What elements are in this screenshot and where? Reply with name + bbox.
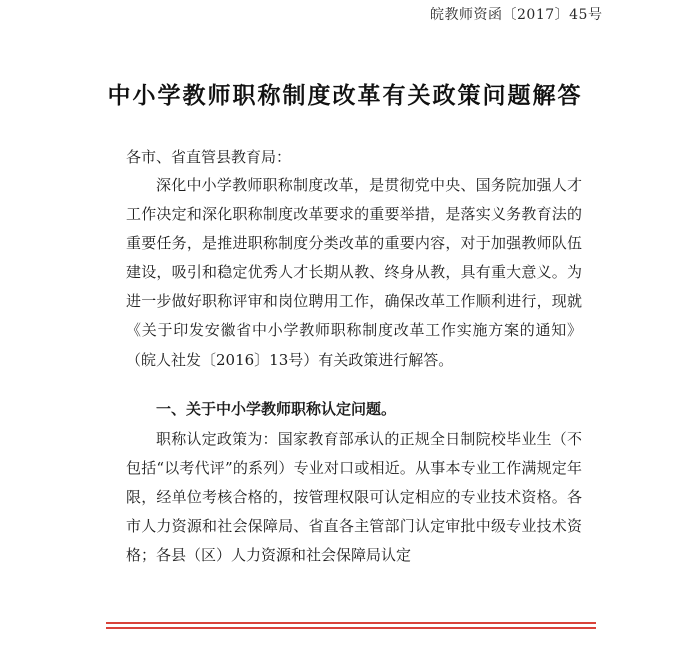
footer-rule-top xyxy=(106,622,596,624)
section-heading-1: 一、关于中小学教师职称认定问题。 xyxy=(156,400,397,418)
body-paragraph-certification: 职称认定政策为：国家教育部承认的正规全日制院校毕业生（不包括“以考代评”的系列）专业对口或相近。从事本专业工作满规定年限，经单位考核合格的，按管理权限可认定相应的专业技术资格。各市人力资源和社会保障局、省直各主管部门认定审批中级专业技术资格；各县（区）人力资源和社会保障局认定 xyxy=(126,430,582,565)
body-paragraph-intro: 深化中小学教师职称制度改革，是贯彻党中央、国务院加强人才工作决定和深化职称制度改革要求的重要举措，是落实义务教育法的重要任务，是推进职称制度分类改革的重要内容，对于加强教师队伍建设，吸引和稳定优秀人才长期从教、终身从教，具有重大意义。为进一步做好职称评审和岗位聘用工作，确保改革工作顺利进行，现就《关于印发安徽省中小学教师职称制度改革工作实施方案的通知》（皖人社发〔2016〕13号）有关政策进行解答。 xyxy=(126,176,582,369)
document-title: 中小学教师职称制度改革有关政策问题解答 xyxy=(107,82,583,109)
doc-number: 皖教师资函〔2017〕45号 xyxy=(430,7,603,23)
salutation: 各市、省直管县教育局： xyxy=(126,148,292,166)
footer-rule-bottom xyxy=(106,627,596,629)
